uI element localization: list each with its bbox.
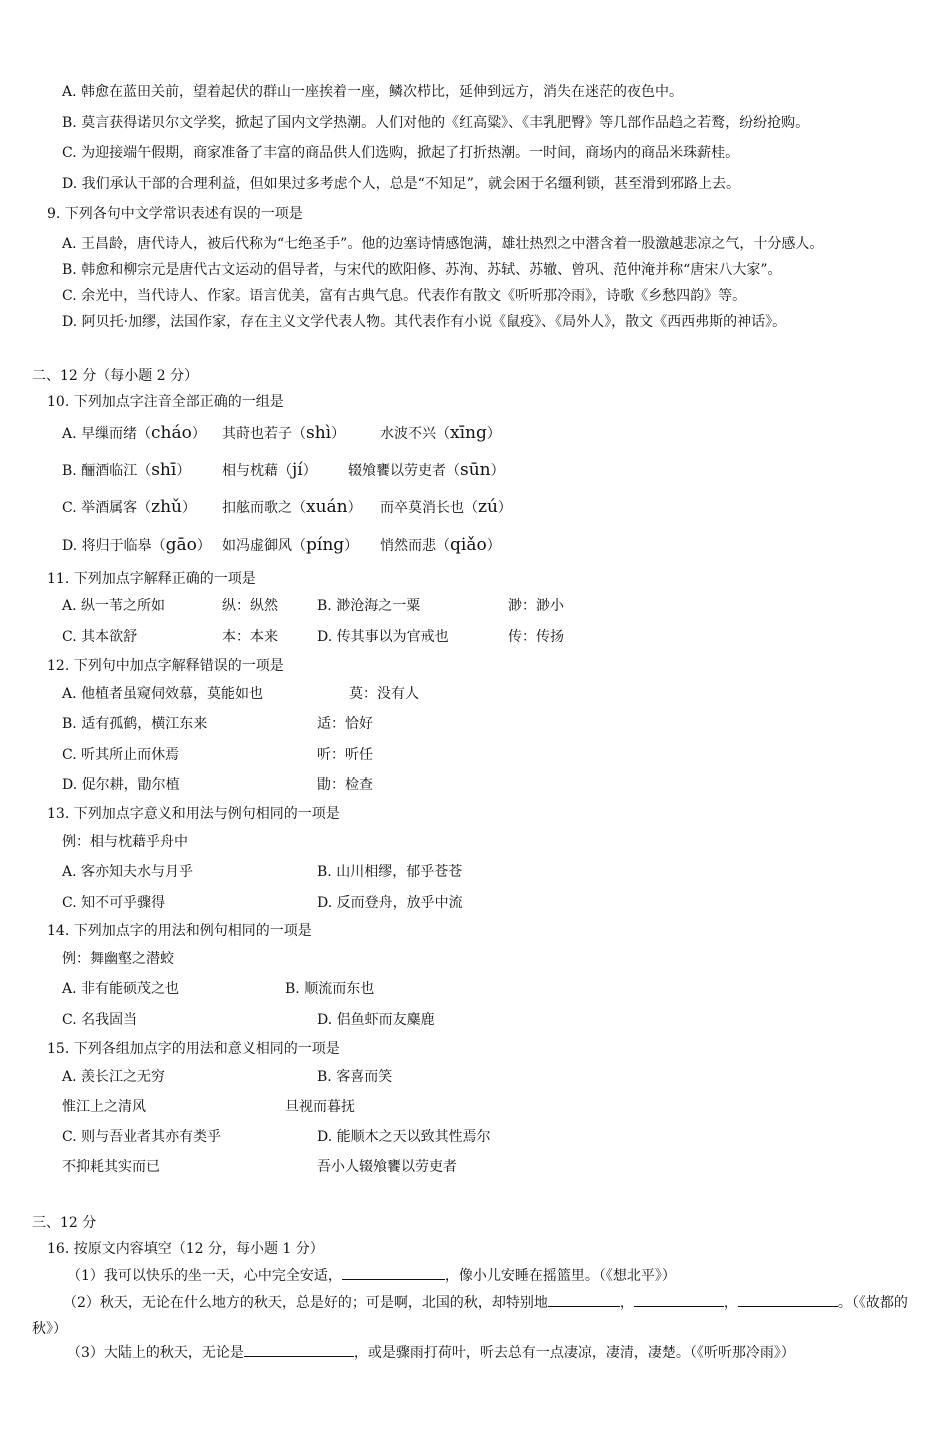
q12-stem: 12. 下列句中加点字解释错误的一项是	[47, 658, 284, 674]
q14-option-c: C. 名我固当	[62, 1012, 138, 1028]
q10-row-a-item1: A. 早缫而绪（cháo）	[62, 423, 206, 443]
section3-header: 三、12 分	[32, 1215, 97, 1231]
q10-row-b-item3: 辍飧饔以劳吏者（sūn）	[348, 460, 505, 480]
q10-row-c-item3: 而卒莫消长也（zú）	[380, 497, 512, 517]
q13-option-c: C. 知不可乎骤得	[62, 895, 166, 911]
q8-option-b: B. 莫言获得诺贝尔文学奖，掀起了国内文学热潮。人们对他的《红高粱》、《丰乳肥臀》等几部作品趋之若鹜，纷纷抢购。	[62, 115, 810, 131]
q16-item-2: （2）秋天，无论在什么地方的秋天，总是好的；可是啊，北国的秋，却特别地 ， ， 。（《故都的秋》）	[32, 1290, 924, 1342]
q16-blank-5[interactable]	[244, 1342, 354, 1357]
q12-option-a: A. 他植者虽窥伺效慕，莫能如也	[62, 686, 264, 702]
q15-option-c-line1: C. 则与吾业者其亦有类乎	[62, 1129, 222, 1145]
q12-gloss-b: 适：恰好	[317, 716, 373, 732]
q12-option-b: B. 适有孤鹤，横江东来	[62, 716, 208, 732]
q8-option-d: D. 我们承认干部的合理利益，但如果过多考虑个人，总是“不知足”，就会困于名缰利锁，甚至滑到邪路上去。	[62, 176, 740, 192]
q10-row-b-item2: 相与枕藉（jí）	[222, 460, 317, 480]
q12-option-d: D. 促尔耕，勖尔植	[62, 777, 180, 793]
q13-example: 例：相与枕藉乎舟中	[62, 834, 188, 850]
q10-row-a-item3: 水波不兴（xīng）	[380, 423, 501, 443]
q14-option-a: A. 非有能硕茂之也	[62, 981, 180, 997]
q9-option-a: A. 王昌龄，唐代诗人，被后代称为“七绝圣手”。他的边塞诗情感饱满，雄壮热烈之中潜含着一股激越悲凉之气，十分感人。	[62, 236, 824, 252]
q11-option-a: A. 纵一苇之所如	[62, 598, 166, 614]
q15-option-d-line2: 吾小人辍飧饔以劳吏者	[317, 1159, 457, 1175]
q15-option-a-line1: A. 羡长江之无穷	[62, 1069, 166, 1085]
q16-item-3: （3）大陆上的秋天，无论是 ，或是骤雨打荷叶，听去总有一点凄凉，凄清，凄楚。（《听听那冷雨》）	[67, 1342, 795, 1363]
q9-option-b: B. 韩愈和柳宗元是唐代古文运动的倡导者，与宋代的欧阳修、苏洵、苏轼、苏辙、曾巩、范仲淹并称“唐宋八大家”。	[62, 262, 782, 278]
q16-blank-4[interactable]	[738, 1292, 838, 1307]
q11-gloss-b: 渺：渺小	[508, 598, 564, 614]
q16-blank-3[interactable]	[634, 1292, 724, 1307]
q12-gloss-a: 莫：没有人	[349, 686, 419, 702]
q11-option-b: B. 渺沧海之一粟	[317, 598, 421, 614]
q16-blank-1[interactable]	[342, 1265, 445, 1280]
q10-row-b-item1: B. 酾酒临江（shī）	[62, 460, 191, 480]
q9-stem: 9. 下列各句中文学常识表述有误的一项是	[47, 206, 303, 222]
q10-row-a-item2: 其莳也若子（shì）	[222, 423, 346, 443]
q12-gloss-c: 听：听任	[317, 747, 373, 763]
q11-stem: 11. 下列加点字解释正确的一项是	[47, 571, 256, 587]
q15-option-b-line1: B. 客喜而笑	[317, 1069, 393, 1085]
q15-option-a-line2: 惟江上之清风	[62, 1099, 146, 1115]
q10-stem: 10. 下列加点字注音全部正确的一组是	[47, 394, 284, 410]
q10-row-d-item2: 如冯虚御风（píng）	[222, 535, 359, 555]
q9-option-c: C. 余光中，当代诗人、作家。语言优美，富有古典气息。代表作有散文《听听那冷雨》，诗歌《乡愁四韵》等。	[62, 288, 747, 304]
q15-option-c-line2: 不抑耗其实而已	[62, 1159, 160, 1175]
q8-option-c: C. 为迎接端午假期，商家准备了丰富的商品供人们选购，掀起了打折热潮。一时间，商场内的商品米珠薪桂。	[62, 145, 740, 161]
q12-option-c: C. 听其所止而休焉	[62, 747, 180, 763]
q14-option-d: D. 侣鱼虾而友麋鹿	[317, 1012, 435, 1028]
q10-row-d-item3: 悄然而悲（qiǎo）	[380, 535, 501, 555]
q15-option-d-line1: D. 能顺木之天以致其性焉尔	[317, 1129, 491, 1145]
q16-item-1: （1）我可以快乐的坐一天，心中完全安适， ，像小儿安睡在摇篮里。（《想北平》）	[67, 1265, 676, 1286]
q13-option-b: B. 山川相缪，郁乎苍苍	[317, 864, 463, 880]
q14-option-b: B. 顺流而东也	[285, 981, 375, 997]
q9-option-d: D. 阿贝托·加缪，法国作家，存在主义文学代表人物。其代表作有小说《鼠疫》、《局外人》，散文《西西弗斯的神话》。	[62, 314, 787, 330]
q12-gloss-d: 勖：检查	[317, 777, 373, 793]
q11-gloss-d: 传：传扬	[508, 629, 564, 645]
q15-option-b-line2: 旦视而暮抚	[285, 1099, 355, 1115]
q10-row-d-item1: D. 将归于临皋（gāo）	[62, 535, 211, 555]
q13-option-a: A. 客亦知夫水与月乎	[62, 864, 194, 880]
q16-blank-2[interactable]	[548, 1292, 620, 1307]
q11-option-c: C. 其本欲舒	[62, 629, 138, 645]
q11-gloss-c: 本：本来	[222, 629, 278, 645]
q11-gloss-a: 纵：纵然	[222, 598, 278, 614]
q13-option-d: D. 反而登舟，放乎中流	[317, 895, 463, 911]
q15-stem: 15. 下列各组加点字的用法和意义相同的一项是	[47, 1041, 340, 1057]
q10-row-c-item2: 扣舷而歌之（xuán）	[222, 497, 362, 517]
q13-stem: 13. 下列加点字意义和用法与例句相同的一项是	[47, 806, 340, 822]
q8-option-a: A. 韩愈在蓝田关前，望着起伏的群山一座挨着一座，鳞次栉比，延伸到远方，消失在迷茫的夜色中。	[62, 84, 684, 100]
q11-option-d: D. 传其事以为官戒也	[317, 629, 449, 645]
q14-example: 例：舞幽壑之潜蛟	[62, 951, 174, 967]
q14-stem: 14. 下列加点字的用法和例句相同的一项是	[47, 923, 312, 939]
q10-row-c-item1: C. 举酒属客（zhǔ）	[62, 497, 196, 517]
section2-header: 二、12 分（每小题 2 分）	[32, 368, 199, 384]
q16-stem: 16. 按原文内容填空（12 分，每小题 1 分）	[47, 1241, 324, 1257]
